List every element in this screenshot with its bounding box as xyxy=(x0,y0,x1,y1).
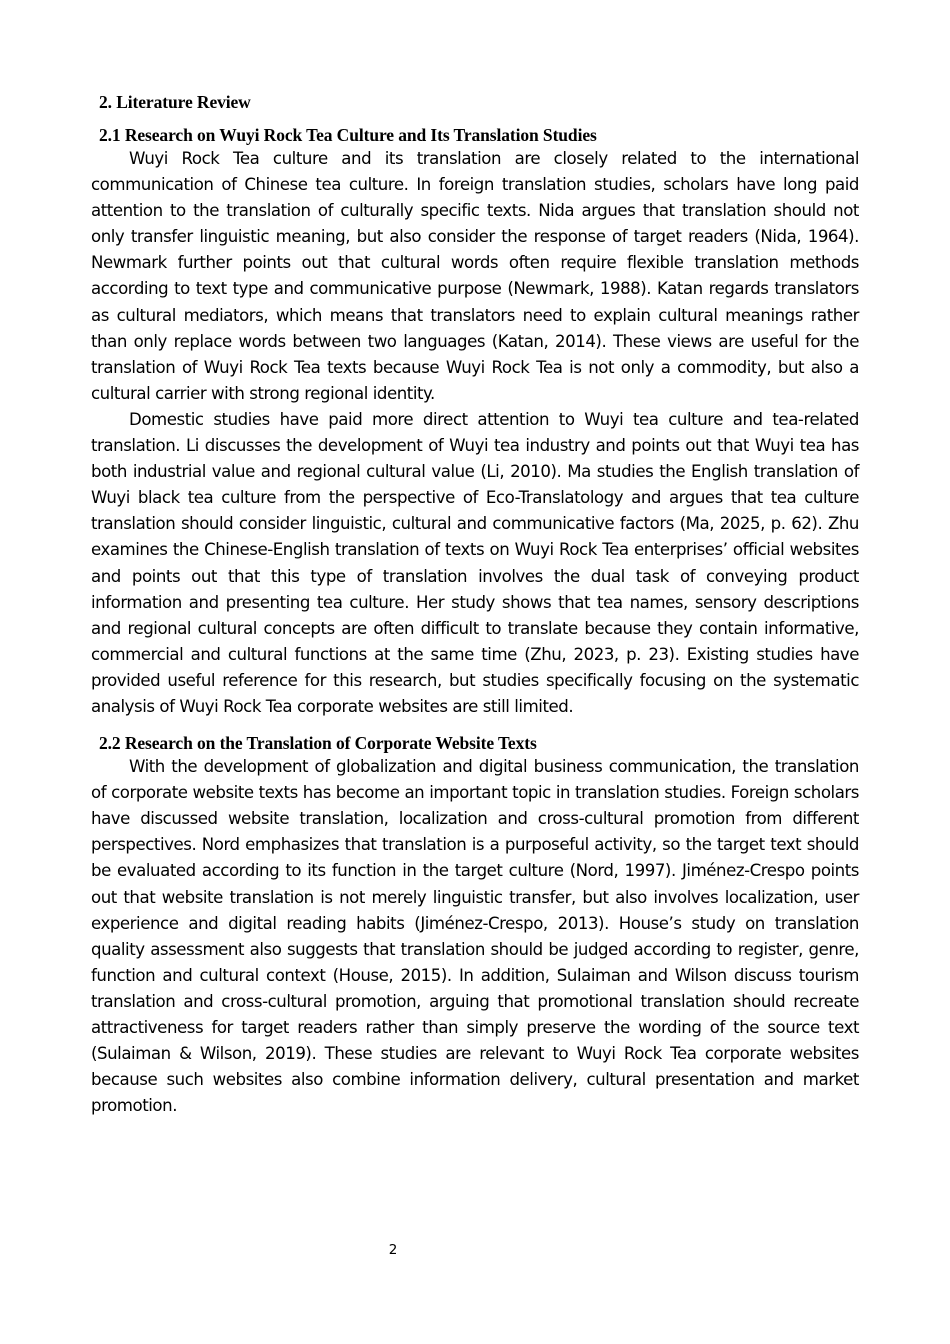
paragraph-2-2-1: With the development of globalization and digital business communication, the translation of corporate website texts has become an important topic in translation studies. Foreign scholars have discussed website translation, localization and cross-cultural promotion from different perspectives. Nord emphasizes that translation is a purposeful activity, so the target text should be evaluated according to its function in the target culture (Nord, 1997). Jiménez-Crespo points out that website translation is not merely linguistic transfer, but also involves localization, user experience and digital reading habits (Jiménez-Crespo, 2013). House’s study on translation quality assessment also suggests that translation should be judged according to register, genre, function and cultural context (House, 2015). In addition, Sulaiman and Wilson discuss tourism translation and cross-cultural promotion, arguing that promotional translation should recreate attractiveness for target readers rather than simply preserve the wording of the source text (Sulaiman & Wilson, 2019). These studies are relevant to Wuyi Rock Tea corporate websites because such websites also combine information delivery, cultural presentation and market promotion. xyxy=(91,757,859,1116)
page-content xyxy=(91,90,859,1119)
subsection-heading-2-2: 2.2 Research on the Translation of Corporate Website Texts xyxy=(99,733,537,754)
paragraph-2-1-2: Domestic studies have paid more direct attention to Wuyi tea culture and tea-related translation. Li discusses the development of Wuyi tea industry and points out that Wuyi tea has both industrial value and regional cultural value (Li, 2010). Ma studies the English translation of Wuyi black tea culture from the perspective of Eco-Translatology and argues that tea culture translation should consider linguistic, cultural and communicative factors (Ma, 2025, p. 62). Zhu examines the Chinese-English translation of texts on Wuyi Rock Tea enterprises’ official websites and points out that this type of translation involves the dual task of conveying product information and presenting tea culture. Her study shows that tea names, sensory descriptions and regional cultural concepts are often difficult to translate because they contain informative, commercial and cultural functions at the same time (Zhu, 2023, p. 23). Existing studies have provided useful reference for this research, but studies specifically focusing on the systematic analysis of Wuyi Rock Tea corporate websites are still limited. xyxy=(91,409,859,716)
page-number: 2 xyxy=(388,1242,398,1258)
paragraph-2-1-1: Wuyi Rock Tea culture and its translation are closely related to the international communication of Chinese tea culture. In foreign translation studies, scholars have long paid attention to the translation of culturally specific texts. Nida argues that translation should not only transfer linguistic meaning, but also consider the response of target readers (Nida, 1964). Newmark further points out that cultural words often require flexible translation methods according to text type and communicative purpose (Newmark, 1988). Katan regards translators as cultural mediators, which means that translators need to explain cultural meanings rather than only replace words between two languages (Katan, 2014). These views are useful for the translation of Wuyi Rock Tea texts because Wuyi Rock Tea is not only a commodity, but also a cultural carrier with strong regional identity. xyxy=(91,149,859,403)
subsection-heading-2-1: 2.1 Research on Wuyi Rock Tea Culture and Its Translation Studies xyxy=(99,125,597,145)
section-heading-literature-review: 2. Literature Review xyxy=(99,92,251,112)
section-spacer xyxy=(91,720,859,732)
